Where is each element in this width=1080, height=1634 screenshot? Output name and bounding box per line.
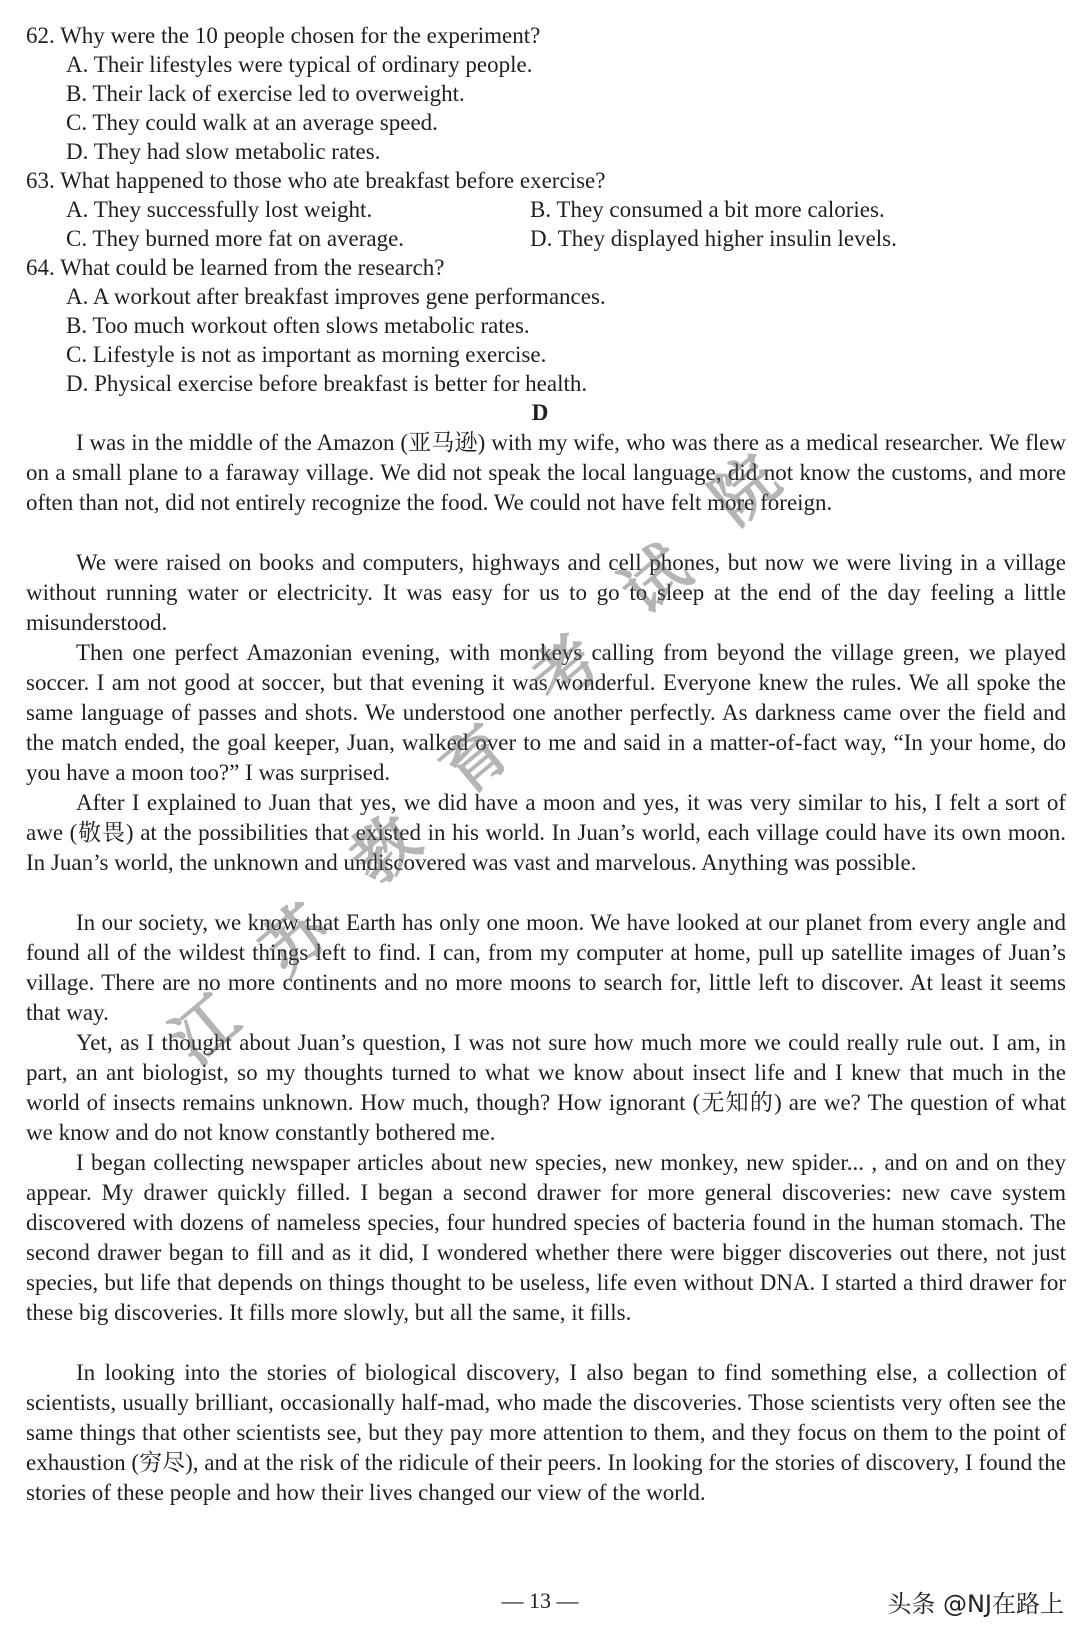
question-64-option-a: A. A workout after breakfast improves gene performances. [66, 284, 606, 309]
passage-paragraph-8: In looking into the stories of biological discovery, I also began to find something else, a collection of scientists, usually brilliant, occasionally half-mad, who made the discoveries. Those scientists very often see the same things that other scientists see, but they pay more attention to them, and they focus on them to the point of exhaustion (穷尽), and at the risk of the ridicule of their peers. In looking for the stories of discovery, I found the stories of these people and how their lives changed our view of the world. [26, 1360, 1066, 1506]
question-63-row-1 [66, 195, 1080, 225]
question-63-option-b: B. They consumed a bit more calories. [530, 197, 885, 222]
question-63-option-c: C. They burned more fat on average. [66, 226, 405, 251]
question-63-option-d: D. They displayed higher insulin levels. [530, 226, 897, 251]
passage-paragraph-5: In our society, we know that Earth has only one moon. We have looked at our planet from every angle and found all of the wildest things left to find. I can, from my computer at home, pull up satellite images of Juan’s village. There are no more continents and no more moons to search for, little left to discover. At least it seems that way. [26, 910, 1066, 1026]
passage-paragraph-7: I began collecting newspaper articles about new species, new monkey, new spider... , and on and on they appear. My drawer quickly filled. I began a second drawer for more general discoveries: new cave system discovered with dozens of nameless species, four hundred species of bacteria found in the human stomach. The second drawer began to fill and as it did, I wondered whether there were bigger discoveries out there, not just species, but life that depends on things thought to be useless, life even without DNA. I started a third drawer for these big discoveries. It fills more slowly, but all the same, it fills. [26, 1150, 1066, 1326]
question-64-option-d: D. Physical exercise before breakfast is better for health. [66, 371, 588, 396]
question-62-stem: 62. Why were the 10 people chosen for the experiment? [26, 23, 541, 48]
question-62-option-a: A. Their lifestyles were typical of ordinary people. [66, 52, 533, 77]
section-heading: D [531, 400, 549, 425]
question-62-option-b: B. Their lack of exercise led to overweight. [66, 81, 465, 106]
question-63-row-2 [66, 224, 1080, 254]
source-credit: 头条 @NJ在路上 [887, 1590, 1064, 1618]
question-63-stem: 63. What happened to those who ate breakfast before exercise? [26, 168, 606, 193]
question-63-option-a: A. They successfully lost weight. [66, 197, 373, 222]
watermark: 院 试 考 育 教 苏 江 [156, 440, 795, 1080]
passage-paragraph-4: After I explained to Juan that yes, we did have a moon and yes, it was very similar to his, I felt a sort of awe (敬畏) at the possibilities that existed in his world. In Juan’s world, each village could have its own moon. In Juan’s world, the unknown and undiscovered was vast and marvelous. Anything was possible. [26, 790, 1066, 876]
question-64-option-c: C. Lifestyle is not as important as morning exercise. [66, 342, 547, 367]
question-62-option-c: C. They could walk at an average speed. [66, 110, 438, 135]
passage-paragraph-3: Then one perfect Amazonian evening, with monkeys calling from beyond the village green, we played soccer. I am not good at soccer, but that evening it was wonderful. Everyone knew the rules. We all spoke the same language of passes and shots. We understood one another perfectly. As darkness came over the field and the match ended, the goal keeper, Juan, walked over to me and said in a matter-of-fact way, “In your home, do you have a moon too?” I was surprised. [26, 640, 1066, 786]
passage-paragraph-2: We were raised on books and computers, highways and cell phones, but now we were living in a village without running water or electricity. It was easy for us to go to sleep at the end of the day feeling a little misunderstood. [26, 550, 1066, 636]
question-64-option-b: B. Too much workout often slows metabolic rates. [66, 313, 530, 338]
page-number: — 13 — [501, 1588, 579, 1613]
passage-paragraph-6: Yet, as I thought about Juan’s question, I was not sure how much more we could really rule out. I am, in part, an ant biologist, so my thoughts turned to what we know about insect life and I knew that much in the world of insects remains unknown. How much, though? How ignorant (无知的) are we? The question of what we know and do not know constantly bothered me. [26, 1030, 1066, 1146]
question-64-stem: 64. What could be learned from the research? [26, 255, 445, 280]
passage-paragraph-1: I was in the middle of the Amazon (亚马逊) with my wife, who was there as a medical researcher. We flew on a small plane to a faraway village. We did not speak the local language, did not know the customs, and more often than not, did not entirely recognize the food. We could not have felt more foreign. [26, 430, 1066, 516]
question-62-option-d: D. They had slow metabolic rates. [66, 139, 381, 164]
